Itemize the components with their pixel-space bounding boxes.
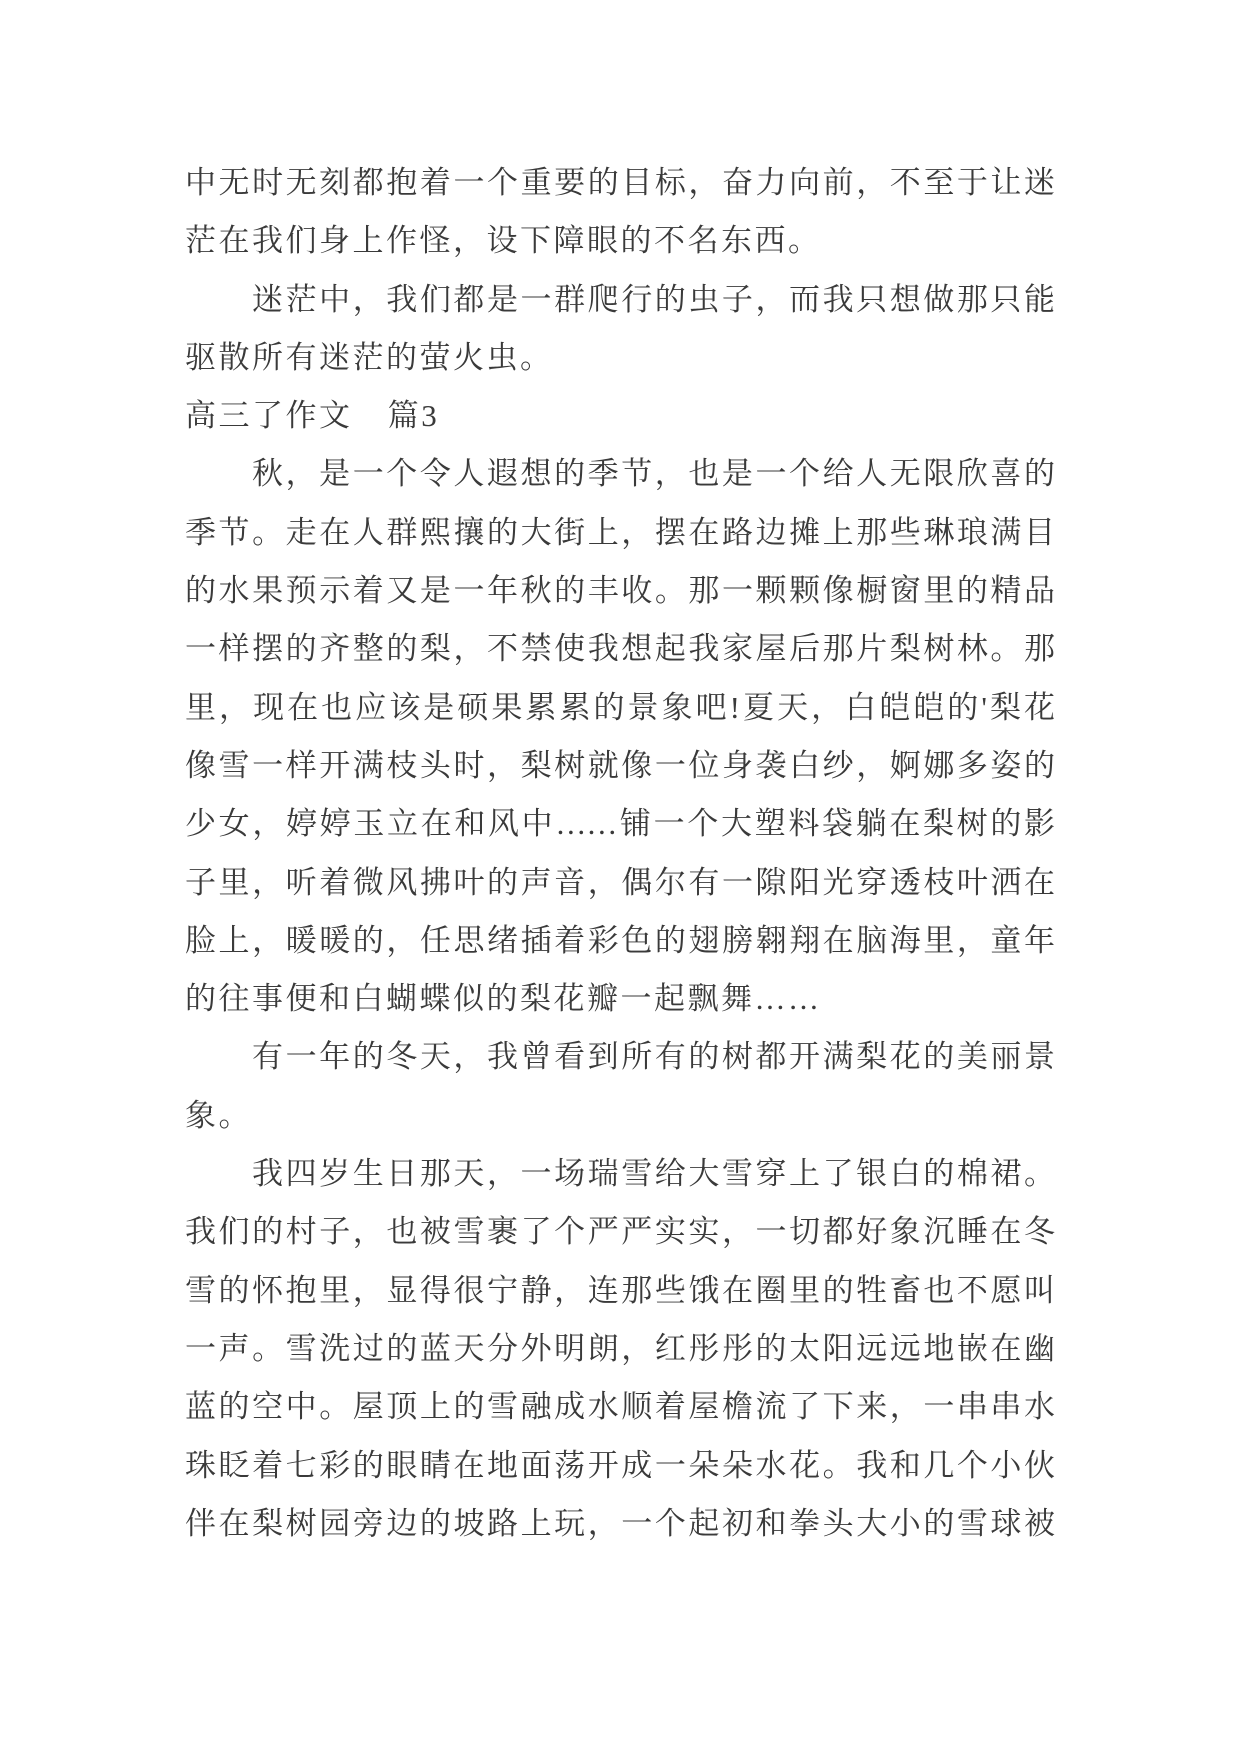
text-line: 里，现在也应该是硕果累累的景象吧!夏天，白皑皑的'梨花 <box>185 689 1055 725</box>
text-line: 象。 <box>185 1097 252 1133</box>
text-line: 有一年的冬天，我曾看到所有的树都开满梨花的美丽景 <box>252 1039 1055 1075</box>
text-line: 秋，是一个令人遐想的季节，也是一个给人无限欣喜的 <box>252 456 1055 492</box>
text-line: 子里，听着微风拂叶的声音，偶尔有一隙阳光穿透枝叶洒在 <box>185 864 1055 900</box>
text-line: 像雪一样开满枝头时，梨树就像一位身袭白纱，婀娜多姿的 <box>185 747 1055 783</box>
text-line: 伴在梨树园旁边的坡路上玩，一个起初和拳头大小的雪球被 <box>185 1505 1055 1541</box>
text-line: 驱散所有迷茫的萤火虫。 <box>185 339 554 375</box>
text-line: 珠眨着七彩的眼睛在地面荡开成一朵朵水花。我和几个小伙 <box>185 1447 1055 1483</box>
text-line: 我们的村子，也被雪裹了个严严实实，一切都好象沉睡在冬 <box>185 1214 1055 1250</box>
text-line: 一样摆的齐整的梨，不禁使我想起我家屋后那片梨树林。那 <box>185 631 1055 667</box>
text-line: 季节。走在人群熙攘的大街上，摆在路边摊上那些琳琅满目 <box>185 514 1055 550</box>
text-line: 蓝的空中。屋顶上的雪融成水顺着屋檐流了下来，一串串水 <box>185 1389 1055 1425</box>
text-line: 迷茫中，我们都是一群爬行的虫子，而我只想做那只能 <box>252 281 1055 317</box>
text-line: 一声。雪洗过的蓝天分外明朗，红彤彤的太阳远远地嵌在幽 <box>185 1330 1055 1366</box>
text-line: 的往事便和白蝴蝶似的梨花瓣一起飘舞…… <box>185 981 822 1017</box>
text-line: 脸上，暖暖的，任思绪插着彩色的翅膀翱翔在脑海里，童年 <box>185 922 1055 958</box>
text-line: 茫在我们身上作怪，设下障眼的不名东西。 <box>185 223 822 259</box>
text-line: 的水果预示着又是一年秋的丰收。那一颗颗像橱窗里的精品 <box>185 573 1055 609</box>
essay-body <box>185 154 1055 1553</box>
section-heading: 高三了作文 篇3 <box>185 398 440 434</box>
text-line: 雪的怀抱里，显得很宁静，连那些饿在圈里的牲畜也不愿叫 <box>185 1272 1055 1308</box>
text-line: 少女，婷婷玉立在和风中……铺一个大塑料袋躺在梨树的影 <box>185 806 1055 842</box>
text-line: 中无时无刻都抱着一个重要的目标，奋力向前，不至于让迷 <box>185 165 1055 200</box>
text-line: 我四岁生日那天，一场瑞雪给大雪穿上了银白的棉裙。 <box>252 1156 1055 1192</box>
